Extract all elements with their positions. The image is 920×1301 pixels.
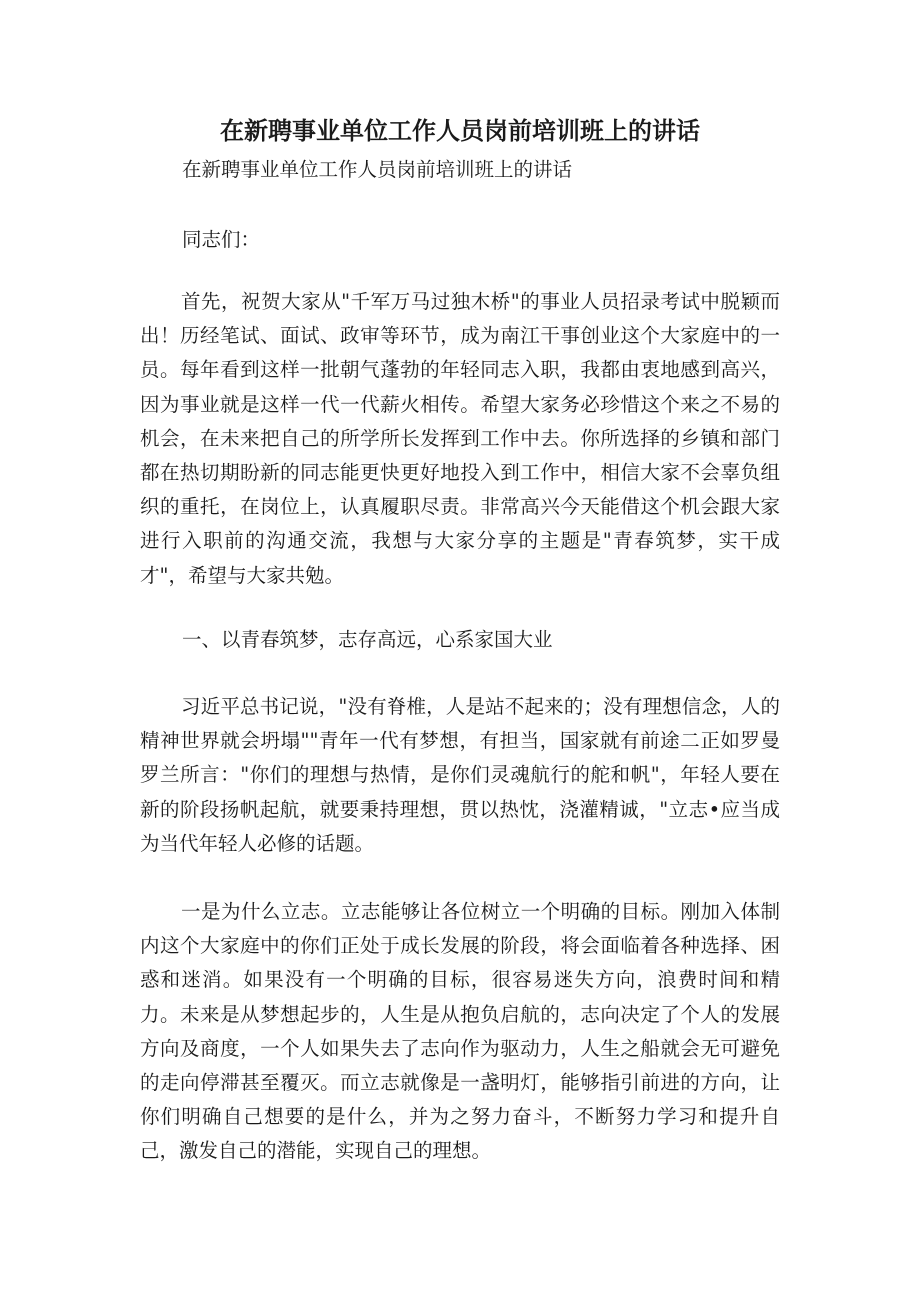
document-title: 在新聘事业单位工作人员岗前培训班上的讲话 bbox=[220, 117, 700, 145]
paragraph-opening: 首先，祝贺大家从"千军万马过独木桥"的事业人员招录考试中脱颖而出！历经笔试、面试、政审等环节，成为南江干事创业这个大家庭中的一员。每年看到这样一批朝气蓬勃的年轻同志入职，我都由衷地感到高兴，因为事业就是这样一代一代薪火相传。希望大家务必珍惜这个来之不易的机会，在未来把自己的所学所长发挥到工作中去。你所选择的乡镇和部门都在热切期盼新的同志能更快更好地投入到工作中，相信大家不会辜负组织的重托，在岗位上，认真履职尽责。非常高兴今天能借这个机会跟大家进行入职前的沟通交流，我想与大家分享的主题是"青春筑梦，实干成才"，希望与大家共勉。 bbox=[140, 290, 780, 587]
paragraph-why-aspire: 一是为什么立志。立志能够让各位树立一个明确的目标。刚加入体制内这个大家庭中的你们正处于成长发展的阶段，将会面临着各种选择、困惑和迷消。如果没有一个明确的目标，很容易迷失方向，浪费时间和精力。未来是从梦想起步的，人生是从抱负启航的，志向决定了个人的发展方向及商度，一个人如果失去了志向作为驱动力，人生之船就会无可避免的走向停滞甚至覆灭。而立志就像是一盏明灯，能够指引前进的方向，让你们明确自己想要的是什么，并为之努力奋斗，不断努力学习和提升自己，激发自己的潜能，实现自己的理想。 bbox=[140, 900, 780, 1163]
paragraph-quote: 习近平总书记说，"没有脊椎，人是站不起来的；没有理想信念，人的精神世界就会坍塌""青年一代有梦想，有担当，国家就有前途二正如罗曼罗兰所言："你们的理想与热情，是你们灵魂航行的舵和帆"，年轻人要在新的阶段扬帆起航，就要秉持理想，贯以热忱，浇灌精诚，"立志•应当成为当代年轻人必修的话题。 bbox=[140, 695, 780, 855]
document-subtitle: 在新聘事业单位工作人员岗前培训班上的讲话 bbox=[182, 158, 573, 181]
section-heading-1: 一、以青春筑梦，志存高远，心系家国大业 bbox=[182, 628, 553, 651]
greeting: 同志们： bbox=[182, 228, 261, 251]
